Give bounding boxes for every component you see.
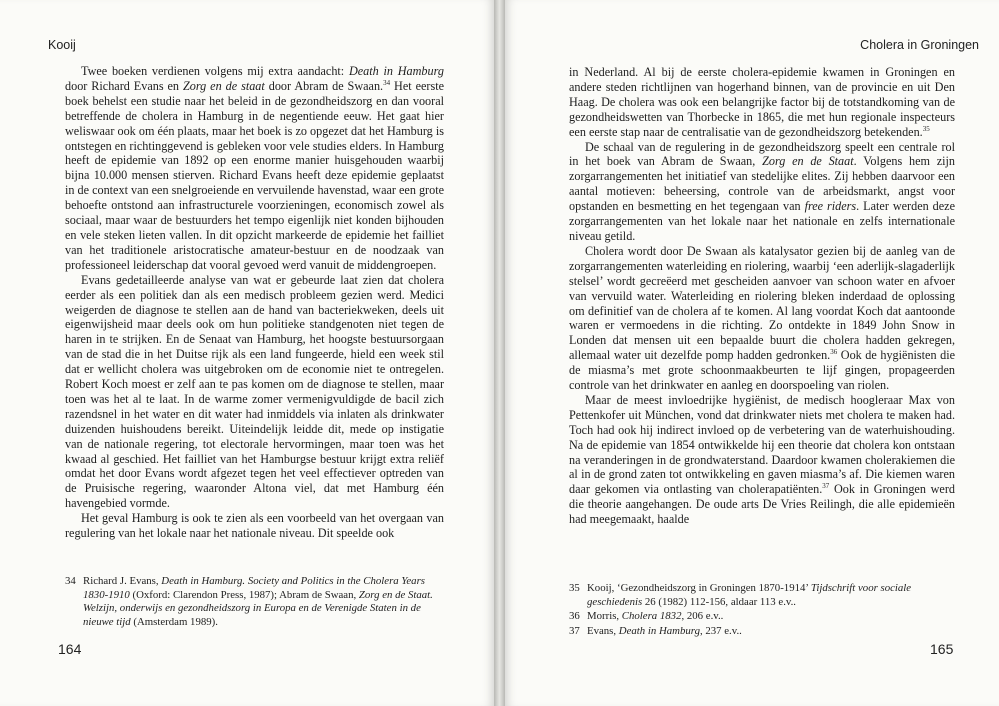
body-text-left: [65, 64, 444, 541]
book-title: Zorg en de Staat: [762, 154, 854, 169]
running-header-right: Cholera in Groningen: [860, 38, 979, 52]
footnote-number: 35: [569, 582, 580, 594]
footnote-ref: 36: [830, 348, 838, 357]
footnote-ref: 35: [922, 124, 930, 133]
paragraph: Cholera wordt door De Swaan als katalysator gezien bij de aanleg van de zorgarrangementen waterleiding en riolering, waarbij ‘een aderlijk-slagaderlijk stelsel’ wordt gecreëerd met gescheiden aanvoer van schoon water en afvoer van vervuild water. Waterleiding en riolering bleken inderdaad de oplossing om definitief van de cholera af te komen. Al lang voordat Koch dat aantoonde waren er vermoedens in die richting. Zo ontdekte in 1849 John Snow in Londen dat mensen uit een bepaalde buurt die cholera hadden gekregen, allemaal water uit dezelfde pomp hadden gedronken.$^{36}$ Ook de hygiënisten die de miasma’s met grote schoonmaakbeurten te lijf gingen, propageerden controle van het drinkwater en aanleg en doorspoeling van riolen.: [569, 243, 955, 393]
book-gutter: [494, 0, 505, 706]
page-number-right: 165: [930, 641, 954, 657]
footnote-number: 36: [569, 610, 580, 623]
footnote-ref: 37: [822, 482, 830, 491]
book-title: Death in Hamburg: [348, 64, 444, 78]
footnote-ref: 34: [383, 78, 391, 87]
footnote: 34 Richard J. Evans, Death in Hamburg. Society and Politics in the Cholera Years 1830-1910 (Oxford: Clarendon Press, 1987); Abram de Swaan, Zorg en de Staat. Welzijn, onderwijs en gezondheidszorg in Europa en de Verenigde Staten in de nieuwe tijd (Amsterdam 1989).: [65, 575, 433, 628]
footnotes-right: [569, 582, 955, 639]
page-number-left: 164: [58, 641, 82, 657]
body-text-right: [569, 65, 955, 527]
paragraph: Evans gedetailleerde analyse van wat er gebeurde laat zien dat cholera eerder als een politiek dan als een medisch probleem gezien werd. Medici weigerden de diagnose te stellen aan de hand van bacteriekweken, deels uit eigenwijsheid maar deels ook om hun politieke standgenoten niet tegen de haren in te strijken. En de Senaat van Hamburg, het hoogste bestuursorgaan van de stad die in het Duitse rijk als een land fungeerde, hield een week stil dat er wellicht cholera was uitgebroken om de economie niet te ontregelen. Robert Koch moest er zelf aan te pas komen om de diagnose te stellen, maar toen was het al te laat. In de warme zomer vermenigvuldigde de bacil zich razendsnel in het water en dit water had inmiddels via inlaten als drinkwater duizenden huishoudens bereikt. Uiteindelijk leidde dit, mede op instigatie van de nationale regering, tot electorale hervormingen, maar toen was het kwaad al geschied. Het failliet van het Hamburgse bestuur krijgt extra reliëf omdat het door Evans wordt afgezet tegen het veel effectiever optreden van de Pruisische regering, waaronder Altona viel, dat met Hamburg één havengebied vormde.: [65, 272, 444, 511]
footnote: 36 Morris, Cholera 1832, 206 e.v..: [569, 610, 724, 623]
paragraph: Maar de meest invloedrijke hygiënist, de medisch hoogleraar Max von Pettenkofer uit München, vond dat drinkwater niets met cholera te maken had. Toch had ook hij indirect invloed op de verbetering van de waterhuishouding. Na de epidemie van 1854 ontwikkelde hij een theorie dat cholera kon ontstaan na veranderingen in de grondwaterstand. Daardoor kwamen cholerakiemen die al in de grond zaten tot ontwikkeling en gaven miasma’s af. Die kiemen waren daar gekomen via ontlasting van cholerapatiënten.$^{37}$ Ook in Groningen werd die theorie aangehangen. De oude arts De Vries Reilingh, die alle epidemieën had meegemaakt, haalde: [569, 392, 955, 527]
running-header-left: Kooij: [48, 38, 76, 52]
footnote: 37 Evans, Death in Hamburg, 237 e.v..: [569, 624, 742, 637]
left-page: [0, 0, 494, 706]
footnote: 35 Kooij, ‘Gezondheidszorg in Groningen 1870-1914’ Tijdschrift voor sociale geschiedenis 26 (1982) 112-156, aldaar 113 e.v..: [569, 582, 912, 608]
paragraph: Twee boeken verdienen volgens mij extra aandacht: Death in Hamburg door Richard Evans en Zorg en de staat door Abram de Swaan.$^{34}$ Het eerste boek behelst een studie naar het beleid in de gezondheidszorg en dan vooral betreffende de cholera in Hamburg in de negentiende eeuw. Het gaat hier weliswaar ook om één plaats, maar het boek is zo opgezet dat het Hamburg is ontstegen en richtinggevend is gebleken voor vele studies elders. In Hamburg heeft de epidemie van 1892 op een enorme manier huisgehouden waarbij bijna 10.000 mensen stierven. Richard Evans heeft deze epidemie geplaatst in de context van een snelgroeiende en vervuilende havenstad, waar een grote behoefte ontstond aan infrastructurele voorzieningen, economisch zowel als sociaal, maar waar de bestuurders het tempo eigenlijk niet konden bijhouden en vele steken lieten vallen. In dit opzicht markeerde de epidemie het failliet van het traditionele aristocratische amateur-bestuur en de noodzaak van professioneel leiderschap dat vooral gevoed werd vanuit de middengroepen.: [65, 64, 445, 272]
footnote-number: 34: [65, 575, 76, 587]
paragraph: in Nederland. Al bij de eerste cholera-epidemie kwamen in Groningen en andere steden richtlijnen van hogerhand binnen, van de provincie en uit Den Haag. De cholera was ook een belangrijke factor bij de totstandkoming van de gezondheidswetten van Thorbecke in 1865, die met hun regionale inspecteurs een eerste stap naar de centralisatie van de gezondheidszorg betekenden.$^{35}$: [569, 65, 955, 139]
paragraph: De schaal van de regulering in de gezondheidszorg speelt een centrale rol in het boek van Abram de Swaan, Zorg en de Staat. Volgens hem zijn zorgarrangementen het initiatief van stedelijke elites. Zij hebben daarvoor een aantal motieven: beheersing, controle van de arbeidsmarkt, angst voor opstanden en besmetting en het tegengaan van free riders. Later werden deze zorgarrangementen van het lokale naar het nationale en zelfs internationale niveau getild.: [569, 139, 955, 243]
footnotes-left: [65, 575, 445, 630]
footnote-number: 37: [569, 624, 580, 637]
book-title: Zorg en de staat: [182, 78, 265, 93]
paragraph: Het geval Hamburg is ook te zien als een voorbeeld van het overgaan van regulering van het lokale naar het nationale niveau. Dit speelde ook: [65, 511, 444, 541]
